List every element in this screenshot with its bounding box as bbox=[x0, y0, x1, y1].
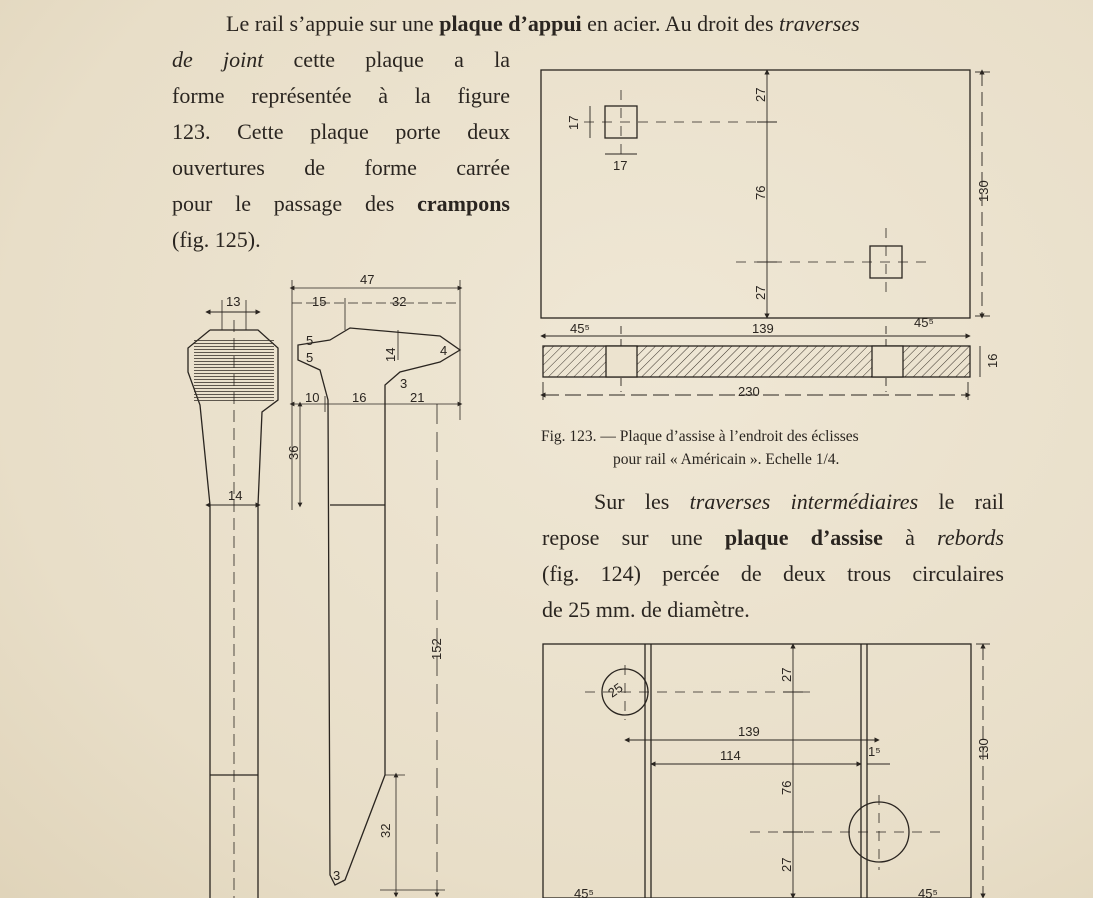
dim-label: 27 bbox=[779, 857, 794, 872]
dim-label: 45⁵ bbox=[574, 886, 594, 898]
paragraph-1-line-3: forme représentée à la figure bbox=[172, 83, 510, 108]
dim-label: 1⁵ bbox=[868, 744, 881, 759]
dim-label: 76 bbox=[753, 185, 768, 200]
spike-side-view bbox=[292, 280, 460, 895]
dim-label: 130 bbox=[976, 180, 991, 202]
dim-label: 152 bbox=[429, 638, 444, 660]
dim-label: 114 bbox=[720, 748, 741, 763]
dim-label: 27 bbox=[753, 87, 768, 102]
dim-label: 32 bbox=[392, 294, 407, 309]
dim-label: 3 bbox=[333, 868, 341, 883]
italic-term-traverses-intermediaires: traverses intermédiaires bbox=[689, 489, 919, 514]
dim-label: 10 bbox=[305, 390, 320, 405]
text-span: pour le passage des bbox=[172, 191, 418, 216]
text-span: en acier. Au droit des bbox=[581, 11, 780, 36]
bold-term-plaque-appui: plaque d’appui bbox=[439, 11, 582, 36]
dim-label: 13 bbox=[226, 294, 241, 309]
text-span: repose sur une bbox=[542, 525, 725, 550]
dim-label: 16 bbox=[352, 390, 367, 405]
paragraph-2-line-4: de 25 mm. de diamètre. bbox=[542, 597, 750, 622]
spike-profile bbox=[298, 328, 460, 885]
dim-label: 230 bbox=[738, 384, 760, 399]
bold-term-plaque-assise: plaque d’assise bbox=[724, 525, 883, 550]
dim-label: 45⁵ bbox=[570, 321, 590, 336]
dim-label: 32 bbox=[378, 823, 393, 838]
dim-label: 25 bbox=[605, 679, 626, 701]
text-span: Sur les bbox=[594, 489, 690, 514]
dim-label: 17 bbox=[566, 115, 581, 130]
figure-123-plan-view bbox=[541, 70, 990, 400]
paragraph-1-line-4: 123. Cette plaque porte deux bbox=[172, 119, 510, 144]
figure-123-caption-line-1: Fig. 123. — Plaque d’assise à l’endroit des éclisses bbox=[541, 428, 859, 445]
dimension-lines bbox=[543, 72, 990, 392]
plate-outline bbox=[543, 644, 971, 898]
dim-label: 45⁵ bbox=[918, 886, 938, 898]
dim-label: 5 bbox=[306, 350, 314, 365]
bold-term-crampons: crampons bbox=[417, 191, 510, 216]
dim-label: 139 bbox=[752, 321, 774, 336]
dim-label: 14 bbox=[228, 488, 243, 503]
italic-term-rebords: rebords bbox=[937, 525, 1004, 550]
dim-label: 45⁵ bbox=[914, 315, 934, 330]
dim-label: 27 bbox=[753, 285, 768, 300]
section-hole-left bbox=[606, 346, 637, 377]
text-span: Le rail s’appuie sur une bbox=[226, 11, 440, 36]
dim-label: 139 bbox=[738, 724, 760, 739]
dim-label: 130 bbox=[976, 738, 991, 760]
italic-term-traverses: traverses bbox=[779, 11, 860, 36]
dim-label: 3 bbox=[400, 376, 408, 391]
section-hole-right bbox=[872, 346, 903, 377]
dim-label: 5 bbox=[306, 333, 314, 348]
spike-front-view bbox=[188, 300, 278, 898]
spike-outline bbox=[188, 330, 278, 898]
dim-label: 76 bbox=[779, 780, 794, 795]
italic-term-de-joint: de joint bbox=[172, 47, 264, 72]
paragraph-1-line-7: (fig. 125). bbox=[172, 227, 261, 252]
figure-124-labels bbox=[574, 668, 991, 898]
dim-label: 47 bbox=[360, 272, 375, 287]
figure-123-caption-line-2: pour rail « Américain ». Echelle 1/4. bbox=[613, 451, 840, 468]
paragraph-2-line-3: (fig. 124) percée de deux trous circulaires bbox=[542, 561, 1004, 586]
text-span: à bbox=[882, 525, 938, 550]
dim-label: 15 bbox=[312, 294, 327, 309]
dim-label: 21 bbox=[410, 390, 425, 405]
dim-label: 27 bbox=[779, 667, 794, 682]
dim-label: 17 bbox=[613, 158, 628, 173]
dim-label: 16 bbox=[985, 353, 1000, 368]
dim-label: 14 bbox=[383, 347, 398, 362]
text-span: le rail bbox=[918, 489, 1004, 514]
dim-label: 4 bbox=[440, 343, 448, 358]
paragraph-1-line-5: ouvertures de forme carrée bbox=[172, 155, 510, 180]
text-span: cette plaque a la bbox=[263, 47, 510, 72]
centerlines bbox=[585, 665, 945, 870]
dimension-lines bbox=[627, 644, 990, 896]
dim-label: 36 bbox=[286, 445, 301, 460]
spike-dimension-lines bbox=[292, 280, 460, 895]
figure-124-plan-view bbox=[543, 644, 990, 898]
